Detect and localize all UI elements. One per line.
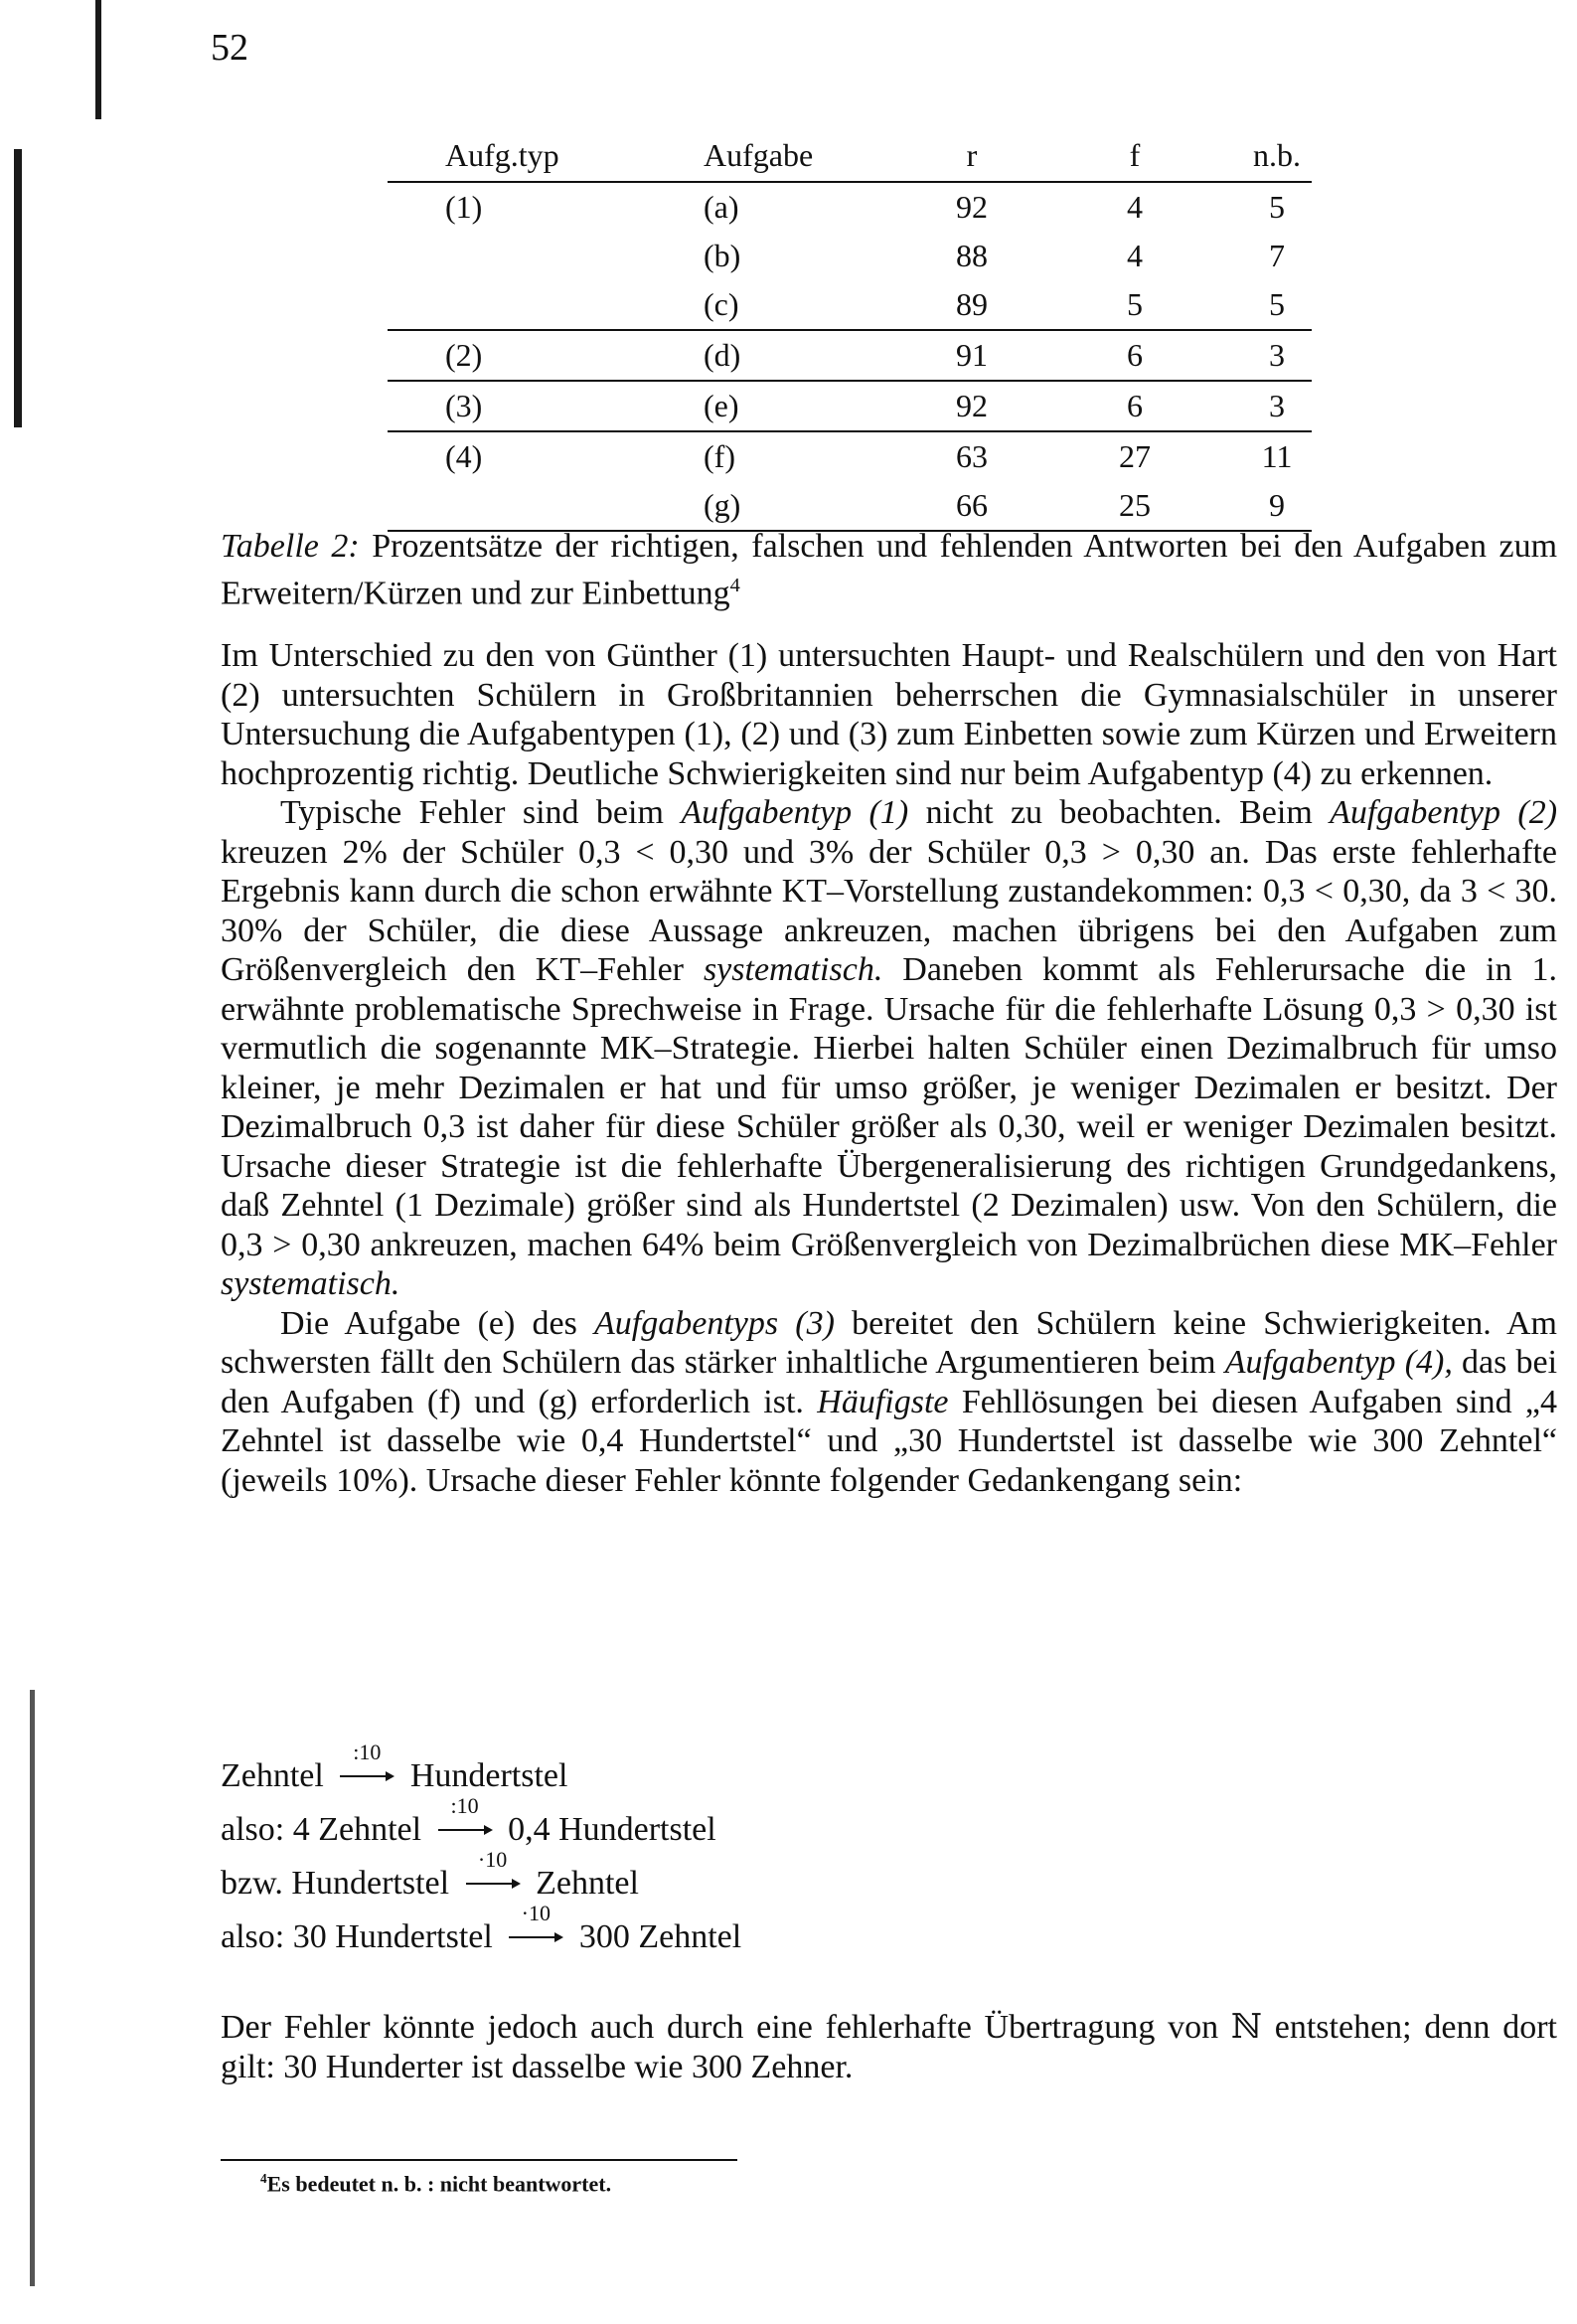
- header-typ: Aufg.typ: [445, 137, 559, 173]
- table-row: [388, 481, 1312, 532]
- p2-text-e: kreuzen 2% der Schüler 0,3 < 0,30 und 3% der Schüler 0,3 > 0,30 an. Das erste fehlerhafte Ergebnis kann durch die schon erwähnte KT–Vorstellung zustandekommen: 0,3 < 0,30, da 3 < 30. 30% der Schüler, die diese Aussage ankreuzen, machen übrigens bei den Aufgaben zum Größenvergleich den KT–Fehler: [221, 833, 1557, 988]
- header-nb: n.b.: [1253, 137, 1301, 173]
- cell-r: 88: [956, 238, 988, 273]
- cell-typ: (2): [445, 337, 483, 373]
- cell-f: 5: [1127, 286, 1143, 322]
- cell-aufgabe: (g): [704, 487, 741, 523]
- p2-text-g: Daneben kommt als Fehlerursache die in 1. erwähnte problematische Sprechweise in Frage. Ursache für die fehlerhafte Lösung 0,3 > 0,30 ist vermutlich die sogenannte MK–Strategie. Hierbei halten Schüler einen Dezimalbruch für umso kleiner, je mehr Dezimalen er hat und für umso größer, je weniger Dezimalen er besitzt. Der Dezimalbruch 0,3 ist daher für diese Schüler größer als 0,30, weil er weniger Dezimalen besitzt. Ursache dieser Strategie ist die fehlerhafte Übergeneralisierung des richtigen Grundgedankens, daß Zehntel (1 Dezimale) größer sind als Hundertstel (2 Dezimalen) usw. Von den Schülern, die 0,3 > 0,30 ankreuzen, machen 64% beim Größenvergleich von Dezimalbrüchen diese MK–Fehler: [221, 951, 1558, 1263]
- cell-aufgabe: (b): [704, 238, 741, 273]
- cell-nb: 5: [1269, 286, 1285, 322]
- cell-typ: (3): [445, 388, 483, 423]
- cell-f: 6: [1127, 337, 1143, 373]
- cell-aufgabe: (a): [704, 189, 739, 225]
- derivation-left: Zehntel: [221, 1757, 324, 1794]
- cell-aufgabe: (f): [704, 438, 735, 474]
- scan-edge-mark-left: [14, 149, 22, 427]
- paragraph-2: [221, 793, 1557, 1304]
- table-row: [388, 329, 1312, 380]
- derivation-right: Zehntel: [536, 1865, 639, 1902]
- cell-f: 4: [1127, 238, 1143, 273]
- p2-italic-systematisch-2: systematisch.: [221, 1265, 400, 1302]
- cell-nb: 7: [1269, 238, 1285, 273]
- cell-typ: (1): [445, 189, 483, 225]
- cell-nb: 11: [1261, 438, 1293, 474]
- cell-r: 92: [956, 388, 988, 423]
- derivation-block: [221, 1740, 742, 1972]
- results-table: [388, 137, 1312, 532]
- cell-r: 66: [956, 487, 988, 523]
- cell-aufgabe: (d): [704, 337, 741, 373]
- paragraph-4: Der Fehler könnte jedoch auch durch eine fehlerhafte Übertragung von ℕ entstehen; denn dort gilt: 30 Hunderter ist dasselbe wie 300 Zehner.: [221, 2009, 1557, 2085]
- cell-f: 25: [1119, 487, 1151, 523]
- p3-text-c: bereitet den Schülern keine Schwierigkeiten. Am schwersten fällt den Schülern das stärker inhaltliche Argumentieren beim: [221, 1304, 1557, 1381]
- arrow-operator: :10: [450, 1793, 479, 1819]
- arrow-icon: [436, 1793, 494, 1847]
- caption-label: Tabelle 2:: [221, 528, 360, 565]
- cell-nb: 9: [1269, 487, 1285, 523]
- closing-text: [221, 2008, 1557, 2086]
- cell-typ: (4): [445, 438, 483, 474]
- footnote-text: Es bedeutet n. b. : nicht beantwortet.: [266, 2171, 612, 2197]
- derivation-line: [221, 1847, 741, 1918]
- p3-text-g: Fehllösungen bei diesen Aufgaben sind „4 Zehntel ist dasselbe wie 0,4 Hundertstel“ und „30 Hundertstel ist dasselbe wie 300 Zehntel“ (jeweils 10%). Ursache dieser Fehler könnte folgender Gedankengang sein:: [221, 1383, 1558, 1499]
- scan-edge-mark-top: [95, 0, 101, 119]
- arrow-operator: ·10: [477, 1847, 508, 1873]
- cell-r: 89: [956, 286, 988, 322]
- p2-text-c: nicht zu beobachten. Beim: [925, 794, 1313, 831]
- arrow-icon: [464, 1847, 522, 1901]
- arrow-operator: :10: [353, 1740, 382, 1765]
- header-r: r: [966, 137, 978, 173]
- derivation-right: 0,4 Hundertstel: [508, 1811, 716, 1848]
- table-row: [388, 232, 1312, 280]
- arrow-icon: [507, 1901, 564, 1954]
- p2-italic-systematisch-1: systematisch.: [703, 951, 883, 988]
- cell-r: 92: [956, 189, 988, 225]
- table-caption: [221, 527, 1557, 612]
- derivation-right: 300 Zehntel: [578, 1918, 742, 1955]
- caption-text: Prozentsätze der richtigen, falschen und fehlenden Antworten bei den Aufgaben zum Erweitern/Kürzen und zur Einbettung: [221, 528, 1558, 611]
- footnote: [260, 2171, 611, 2197]
- p3-italic-haeufigste: Häufigste: [817, 1383, 949, 1420]
- table-row: [388, 380, 1312, 430]
- cell-f: 4: [1127, 189, 1143, 225]
- p3-text-e: das bei den Aufgaben (f) und (g) erforderlich ist.: [221, 1344, 1558, 1420]
- table-row: [388, 280, 1312, 329]
- arrow-icon: [338, 1740, 395, 1793]
- table-row: [388, 430, 1312, 481]
- cell-r: 63: [956, 438, 988, 474]
- page-number: 52: [211, 27, 248, 69]
- table-header-row: [388, 137, 1312, 181]
- derivation-line: [221, 1901, 742, 1972]
- table-row: [388, 181, 1312, 232]
- cell-nb: 3: [1269, 337, 1285, 373]
- cell-nb: 5: [1269, 189, 1285, 225]
- scan-edge-mark-bottom: [30, 1690, 35, 2286]
- cell-f: 27: [1119, 438, 1151, 474]
- cell-aufgabe: (c): [704, 286, 739, 322]
- cell-r: 91: [956, 337, 988, 373]
- p3-italic-aufgabentyp-3: Aufgabentyps (3): [594, 1304, 835, 1342]
- body-text: [221, 636, 1557, 1500]
- p3-italic-aufgabentyp-4: Aufgabentyp (4),: [1224, 1344, 1453, 1381]
- arrow-operator: ·10: [521, 1901, 551, 1926]
- caption-footnote-ref: 4: [729, 574, 740, 596]
- derivation-left: also: 30 Hundertstel: [221, 1918, 493, 1955]
- p2-italic-aufgabentyp-2: Aufgabentyp (2): [1330, 794, 1558, 831]
- derivation-right: Hundertstel: [409, 1757, 568, 1794]
- paragraph-1: Im Unterschied zu den von Günther (1) untersuchten Haupt- und Realschülern und den von Hart (2) untersuchten Schülern in Großbritannien beherrschen die Gymnasialschüler in unserer Untersuchung die Aufgabentypen (1), (2) und (3) zum Einbetten sowie zum Kürzen und Erweitern hochprozentig richtig. Deutliche Schwierigkeiten sind nur beim Aufgabentyp (4) zu erkennen.: [221, 637, 1557, 792]
- cell-aufgabe: (e): [704, 388, 739, 423]
- derivation-left: bzw. Hundertstel: [221, 1865, 450, 1902]
- footnote-divider: [221, 2159, 737, 2161]
- derivation-left: also: 4 Zehntel: [221, 1811, 422, 1848]
- header-aufgabe: Aufgabe: [704, 137, 814, 173]
- p2-italic-aufgabentyp-1: Aufgabentyp (1): [681, 794, 909, 831]
- paragraph-3: [221, 1304, 1557, 1501]
- footnote-marker: 4: [260, 2171, 267, 2186]
- cell-nb: 3: [1269, 388, 1285, 423]
- cell-f: 6: [1127, 388, 1143, 423]
- header-f: f: [1129, 137, 1141, 173]
- p3-text-a: Die Aufgabe (e) des: [280, 1304, 577, 1342]
- p2-text-a: Typische Fehler sind beim: [280, 794, 664, 831]
